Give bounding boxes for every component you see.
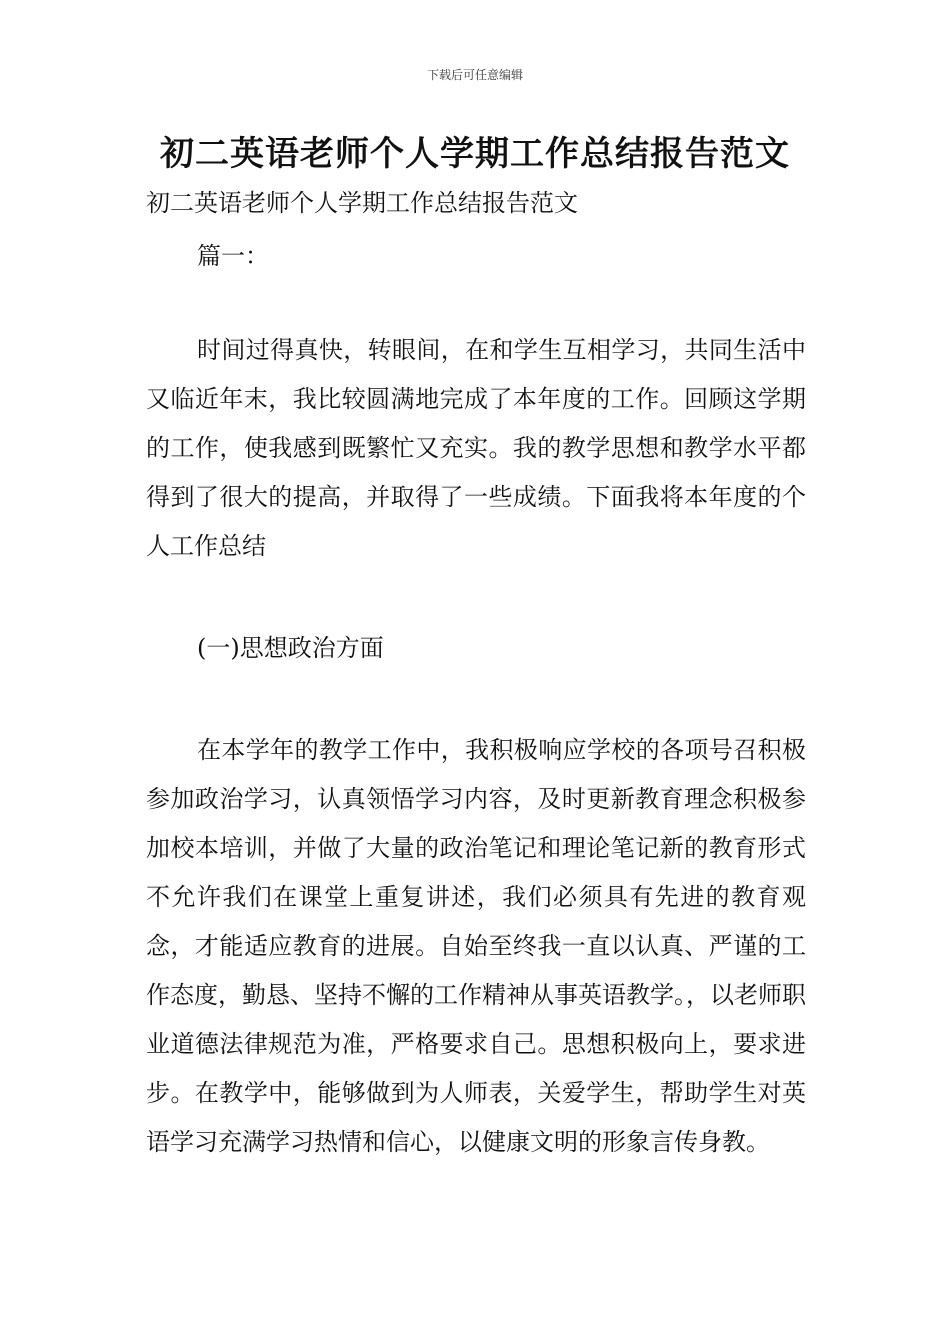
document-subtitle: 初二英语老师个人学期工作总结报告范文 bbox=[146, 189, 578, 217]
body-paragraph-2: 在本学年的教学工作中，我积极响应学校的各项号召积极参加政治学习，认真领悟学习内容，及时更新教育理念积极参加校本培训，并做了大量的政治笔记和理论笔记新的教育形式不允许我们在课堂上重复讲述，我们必须具有先进的教育观念，才能适应教育的进展。自始至终我一直以认真、严谨的工作态度，勤恳、坚持不懈的工作精神从事英语教学。，以老师职业道德法律规范为准，严格要求自己。思想积极向上，要求进步。在教学中，能够做到为人师表，关爱学生，帮助学生对英语学习充满学习热情和信心，以健康文明的形象言传身教。 bbox=[146, 736, 806, 1156]
header-note: 下载后可任意编辑 bbox=[426, 68, 523, 82]
section-heading: (一)思想政治方面 bbox=[197, 634, 384, 662]
part-label: 篇一： bbox=[197, 242, 269, 270]
document-title: 初二英语老师个人学期工作总结报告范文 bbox=[160, 134, 790, 174]
body-paragraph-1: 时间过得真快，转眼间，在和学生互相学习，共同生活中又临近年末，我比较圆满地完成了本年度的工作。回顾这学期的工作，使我感到既繁忙又充实。我的教学思想和教学水平都得到了很大的提高，并取得了一些成绩。下面我将本年度的个人工作总结 bbox=[146, 336, 806, 560]
